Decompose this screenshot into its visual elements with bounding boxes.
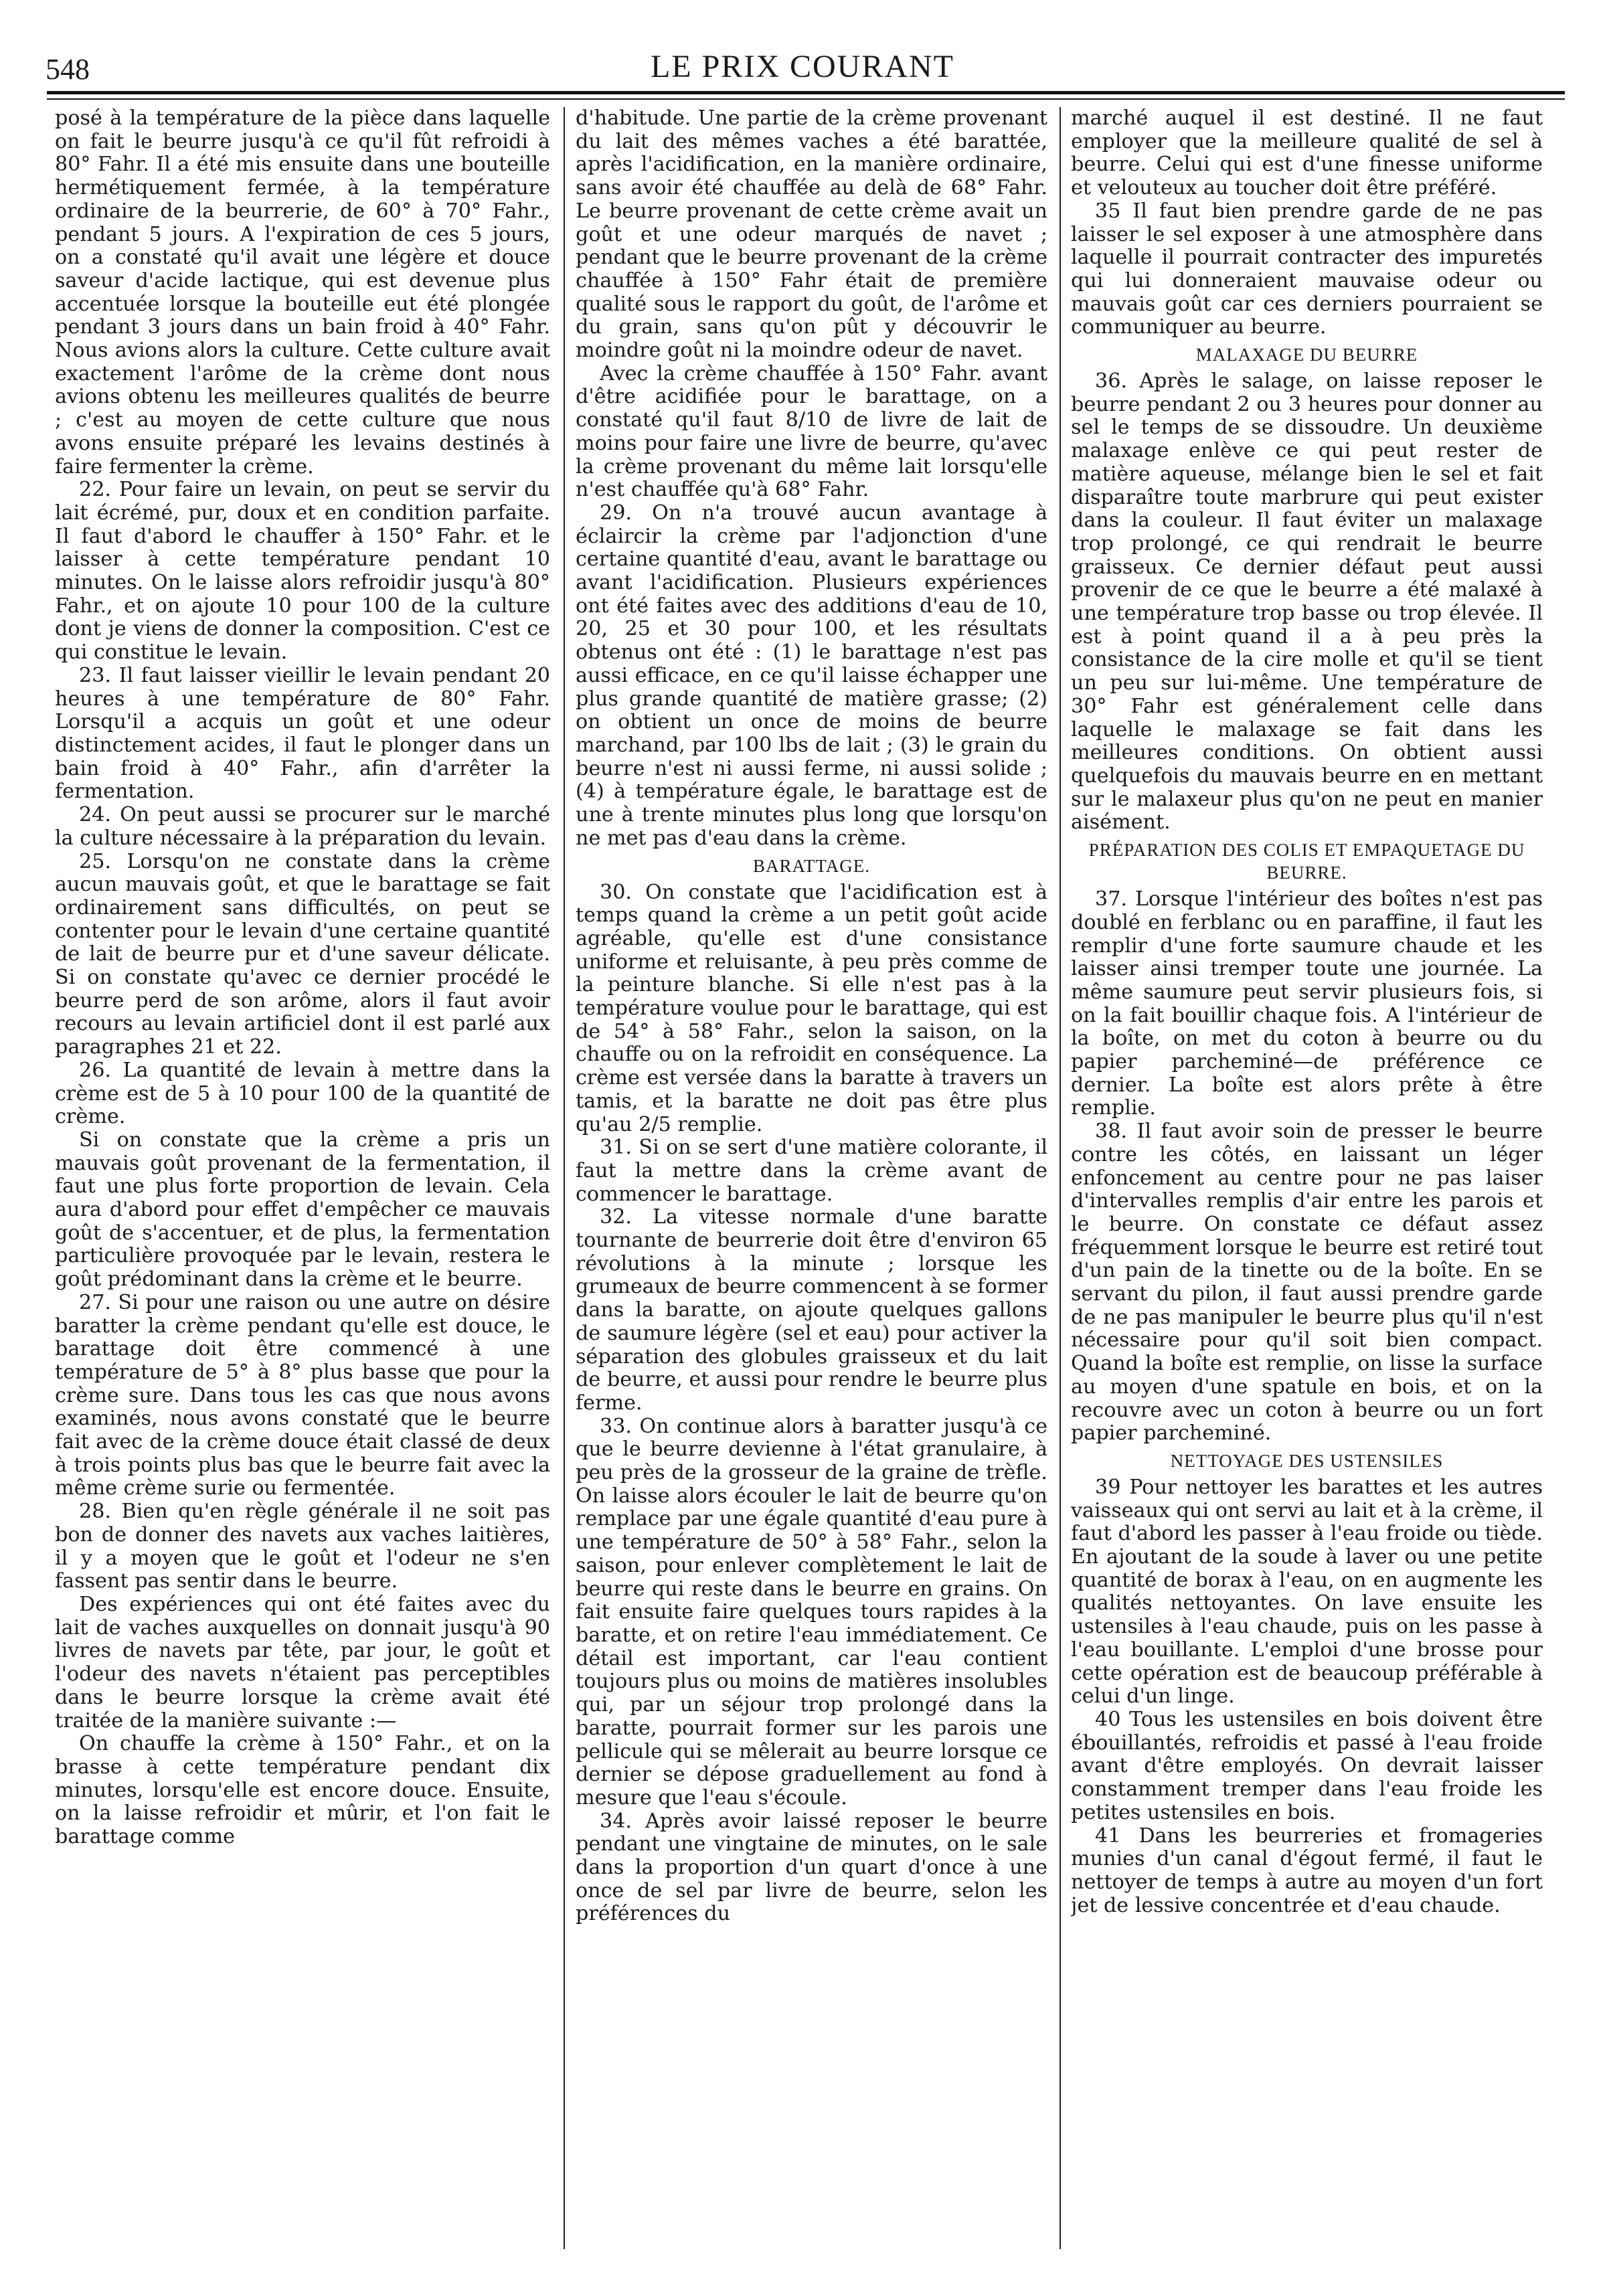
section-heading: MALAXAGE DU BEURRE bbox=[1195, 345, 1418, 365]
paragraph: 29. On n'a trouvé aucun avantage à éclaircir la crème par l'adjonction d'une certaine quantité d'eau, avant le barattage ou avant l'acidification. Plusieurs expériences ont été faites avec des additions d'eau de 10, 20, 25 et 30 pour 100, et les résultats obtenus ont été : (1) le barattage n'est pas aussi efficace, en ce qu'il laisse échapper une plus grande quantité de matière grasse; (2) on obtient un once de moins de beurre marchand, par 100 lbs de lait ; (3) le grain du beurre n'est ni aussi ferme, ni aussi solide ; (4) à température égale, le barattage est de une à trente minutes plus long que lorsqu'on ne met pas d'eau dans la crème. bbox=[576, 501, 1047, 850]
paragraph: 31. Si on se sert d'une matière colorante, il faut la mettre dans la crème avant de commencer le barattage. bbox=[576, 1136, 1047, 1206]
paragraph: 30. On constate que l'acidification est à temps quand la crème a un petit goût acide agréable, qu'elle est d'une consistance uniforme et reluisante, à peu près comme de la peinture blanche. Si elle n'est pas à la température voulue pour le barattage, qui est de 54° à 58° Fahr., selon la saison, on la chauffe ou on la refroidit en conséquence. La crème est versée dans la baratte à travers un tamis, et la baratte ne doit pas être plus qu'au 2/5 remplie. bbox=[576, 880, 1047, 1136]
section-heading: NETTOYAGE DES USTENSILES bbox=[1170, 1450, 1444, 1471]
paragraph: Si on constate que la crème a pris un mauvais goût provenant de la fermentation, il faut une plus forte proportion de levain. Cela aura d'abord pour effet d'empêcher ce mauvais goût de s'accentuer, et de plus, la fermentation particulière provoquée par le levain, restera le goût prédominant dans la crème et le beurre. bbox=[55, 1128, 550, 1292]
text-column-2 bbox=[576, 107, 1047, 2275]
paragraph: 25. Lorsqu'on ne constate dans la crème aucun mauvais goût, et que le barattage se fait ordinairement sans difficultés, on peut se contenter pour le levain d'une certaine quantité de lait de beurre pur et d'une saveur délicate. Si on constate qu'avec ce dernier procédé le beurre perd de son arôme, alors il faut avoir recours au levain artificiel dont il est parlé aux paragraphes 21 et 22. bbox=[55, 849, 550, 1059]
header-rule-thick bbox=[47, 91, 1565, 94]
paragraph: On chauffe la crème à 150° Fahr., et on la brasse à cette température pendant dix minutes, lorsqu'elle est encore douce. Ensuite, on la laisse refroidir et mûrir, et l'on fait le barattage comme bbox=[55, 1732, 550, 1849]
paragraph: 23. Il faut laisser vieillir le levain pendant 20 heures à une température de 80° Fahr. Lorsqu'il a acquis un goût et une odeur distinctement acides, il faut le plonger dans un bain froid à 40° Fahr., afin d'arrêter la fermentation. bbox=[55, 663, 550, 804]
paragraph: 33. On continue alors à baratter jusqu'à ce que le beurre devienne à l'état granulaire, à peu près de la grosseur de la graine de trèfle. On laisse alors écouler le lait de beurre qu'on remplace par une égale quantité d'eau pure à une température de 50° à 58° Fahr., selon la saison, pour enlever complètement le lait de beurre qui reste dans le beurre en grains. On fait ensuite faire quelques tours rapides à la baratte, et on retire l'eau immédiatement. Ce détail est important, car l'eau contient toujours plus ou moins de matières insolubles qui, par un séjour trop prolongé dans la baratte, pourrait former sur les parois une pellicule qui se mêlerait au beurre lorsque ce dernier se dépose graduellement au fond à mesure que l'eau s'écoule. bbox=[576, 1414, 1047, 1809]
paragraph: 39 Pour nettoyer les barattes et les autres vaisseaux qui ont servi au lait et à la crème, il faut d'abord les passer à l'eau froide ou tiède. En ajoutant de la soude à laver ou une petite quantité de borax à l'eau, on en augmente les qualités nettoyantes. On lave ensuite les ustensiles à l'eau chaude, puis on les passe à l'eau bouillante. L'emploi d'une brosse pour cette opération est de beaucoup préférable à celui d'un linge. bbox=[1071, 1475, 1543, 1708]
column-separator bbox=[564, 107, 565, 2249]
paragraph: Avec la crème chauffée à 150° Fahr. avant d'être acidifiée pour le barattage, on a constaté qu'il faut 8/10 de livre de lait de moins pour faire une livre de beurre, qu'avec la crème provenant du même lait lorsqu'elle n'est chauffée qu'à 68° Fahr. bbox=[576, 361, 1047, 502]
column-separator bbox=[1060, 107, 1061, 2249]
section-heading: PRÉPARATION DES COLIS ET EMPAQUETAGE DU BEURRE. bbox=[1088, 840, 1525, 883]
page-header bbox=[40, 40, 1565, 94]
paragraph: 28. Bien qu'en règle générale il ne soit pas bon de donner des navets aux vaches laitières, il y a moyen que le goût et l'odeur ne s'en fassent pas sentir dans le beurre. bbox=[55, 1500, 550, 1593]
paragraph: 35 Il faut bien prendre garde de ne pas laisser le sel exposer à une atmosphère dans laquelle il pourrait contracter des impuretés qui lui donneraient mauvaise odeur ou mauvais goût car ces derniers pourraient se communiquer au beurre. bbox=[1071, 199, 1543, 339]
paragraph: 38. Il faut avoir soin de presser le beurre contre les côtés, en laissant un léger enfoncement au centre pour ne pas laiser d'intervalles remplis d'air entre les parois et le beurre. On constate ce défaut assez fréquemment lorsque le beurre est retiré tout d'un pain de la tinette ou de la boîte. En se servant du pilon, il faut aussi prendre garde de ne pas manipuler le beurre plus qu'il n'est nécessaire pour qu'il soit bien compact. Quand la boîte est remplie, on lisse la surface au moyen d'une spatule en bois, et on la recouvre avec un coton à beurre ou un fort papier parcheminé. bbox=[1071, 1120, 1543, 1445]
text-column-1 bbox=[55, 107, 550, 2275]
paragraph: Des expériences qui ont été faites avec du lait de vaches auxquelles on donnait jusqu'à 90 livres de navets par tête, par jour, le goût et l'odeur des navets n'étaient pas perceptibles dans le beurre lorsque la crème avait été traitée de la manière suivante :— bbox=[55, 1593, 550, 1733]
paragraph: 36. Après le salage, on laisse reposer le beurre pendant 2 ou 3 heures pour donner au sel le temps de se dissoudre. Un deuxième malaxage enlève ce qui peut rester de matière aqueuse, mélange bien le sel et fait disparaître toute marbrure qui peut exister dans la couleur. Il faut éviter un malaxage trop prolongé, ce qui rendrait le beurre graisseux. Ce dernier défaut peut aussi provenir de ce que le beurre a été malaxé à une température trop basse ou trop élevée. Il est à point quand il a à peu près la consistance de la cire molle et qu'il se tient un peu sur lui-même. Une température de 30° Fahr est généralement celle dans laquelle le malaxage se fait dans les meilleures conditions. On obtient aussi quelquefois du mauvais beurre en en mettant sur le malaxeur plus qu'on ne peut en manier aisément. bbox=[1071, 369, 1543, 834]
continued-paragraph: posé à la température de la pièce dans laquelle on fait le beurre jusqu'à ce qu'il fût refroidi à 80° Fahr. Il a été mis ensuite dans une bouteille hermétiquement fermée, à la température ordinaire de la beurrerie, de 60° à 70° Fahr., pendant 5 jours. A l'expiration de ces 5 jours, on a constaté qu'il avait une légère et douce saveur d'acide lactique, qui est devenue plus accentuée lorsque la bouteille eut été plongée pendant 3 jours dans un bain froid à 40° Fahr. Nous avions alors la culture. Cette culture avait exactement l'arôme de la crème dont nous avions obtenu les meilleures qualités de beurre ; c'est au moyen de cette culture que nous avons ensuite préparé les levains destinés à faire fermenter la crème. bbox=[55, 107, 550, 478]
paragraph: 40 Tous les ustensiles en bois doivent être ébouillantés, refroidis et passé à l'eau froide avant d'être employés. On devrait laisser constamment tremper dans l'eau froide les petites ustensiles en bois. bbox=[1071, 1708, 1543, 1824]
text-column-3 bbox=[1071, 107, 1543, 2275]
paragraph: 32. La vitesse normale d'une baratte tournante de beurrerie doit être d'environ 65 révolutions à la minute ; lorsque les grumeaux de beurre commencent à se former dans la baratte, on ajoute quelques gallons de saumure légère (sel et eau) pour activer la séparation des globules graisseux et du lait de beurre, et aussi pour rendre le beurre plus ferme. bbox=[576, 1205, 1047, 1415]
continued-paragraph: marché auquel il est destiné. Il ne faut employer que la meilleure qualité de sel à beurre. Celui qui est d'une finesse uniforme et velouteux au toucher doit être préféré. bbox=[1071, 107, 1543, 200]
paragraph: 37. Lorsque l'intérieur des boîtes n'est pas doublé en ferblanc ou en paraffine, il faut les remplir d'une forte saumure chaude et les laisser ainsi tremper toute une journée. La même saumure peut servir plusieurs fois, si on la fait bouillir chaque fois. A l'intérieur de la boîte, on met du coton à beurre ou du papier parcheminé—de préférence ce dernier. La boîte est alors prête à être remplie. bbox=[1071, 887, 1543, 1120]
section-heading: BARATTAGE. bbox=[752, 855, 871, 876]
header-rule-thin bbox=[47, 98, 1565, 100]
paragraph: 41 Dans les beurreries et fromageries munies d'un canal d'égout fermé, il faut le nettoyer de temps à autre au moyen d'un fort jet de lessive concentrée et d'eau chaude. bbox=[1071, 1824, 1543, 1917]
paragraph: 34. Après avoir laissé reposer le beurre pendant une vingtaine de minutes, on le sale dans la proportion d'un quart d'once à une once de sel par livre de beurre, selon les préférences du bbox=[576, 1809, 1047, 1926]
page-title: LE PRIX COURANT bbox=[650, 49, 954, 84]
paragraph: 24. On peut aussi se procurer sur le marché la culture nécessaire à la préparation du levain. bbox=[55, 803, 550, 850]
paragraph: 22. Pour faire un levain, on peut se servir du lait écrémé, pur, doux et en condition parfaite. Il faut d'abord le chauffer à 150° Fahr. et le laisser à cette température pendant 10 minutes. On le laisse alors refroidir jusqu'à 80° Fahr., et on ajoute 10 pour 100 de la culture dont je viens de donner la composition. C'est ce qui constitue le levain. bbox=[55, 478, 550, 665]
paragraph: 26. La quantité de levain à mettre dans la crème est de 5 à 10 pour 100 de la quantité de crème. bbox=[55, 1058, 550, 1129]
page-number: 548 bbox=[46, 53, 90, 86]
continued-paragraph: d'habitude. Une partie de la crème provenant du lait des mêmes vaches a été barattée, après l'acidification, en la manière ordinaire, sans avoir été chauffée au delà de 68° Fahr. Le beurre provenant de cette crème avait un goût et une odeur marqués de navet ; pendant que le beurre provenant de la crème chauffée à 150° Fahr était de première qualité sous le rapport du goût, de l'arôme et du grain, sans qu'on pût y découvrir le moindre goût ni la moindre odeur de navet. bbox=[576, 107, 1047, 363]
paragraph: 27. Si pour une raison ou une autre on désire baratter la crème pendant qu'elle est douce, le barattage doit être commencé à une température de 5° à 8° plus basse que pour la crème sure. Dans tous les cas que nous avons examinés, nous avons constaté que le beurre fait avec de la crème douce était classé de deux à trois points plus bas que le beurre fait avec la même crème surie ou fermentée. bbox=[55, 1290, 550, 1500]
